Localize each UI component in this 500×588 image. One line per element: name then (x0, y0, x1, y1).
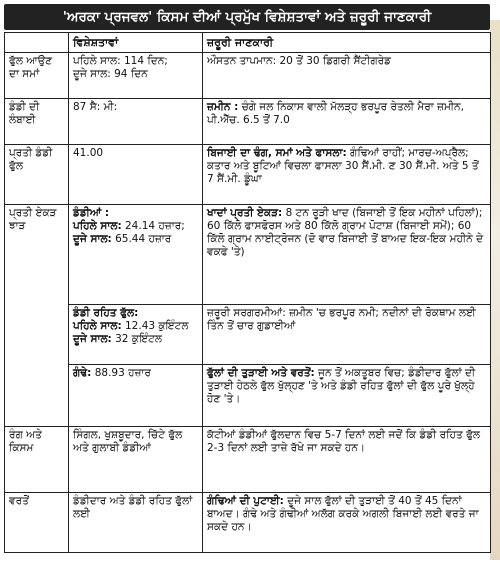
row-spec (69, 305, 203, 365)
spec-label: ਗੰਢੇ: (73, 367, 92, 379)
spec-line: ਦੂਜੇ ਸਾਲ: 94 ਦਿਨ (73, 68, 148, 80)
row-spec: 41.00 (69, 145, 203, 205)
spec-label: ਦੂਜੇ ਸਾਲ: (73, 333, 112, 345)
page-edge-decoration (490, 20, 500, 560)
spec-value: 32 ਕੁਇੰਟਲ (115, 333, 162, 345)
info-label: ਖਾਦਾਂ ਪ੍ਰਤੀ ਏਕੜ: (207, 207, 283, 219)
row-info (203, 493, 491, 553)
header-features: ਵਿਸ਼ੇਸ਼ਤਾਵਾਂ (69, 33, 203, 53)
spec-heading: ਡੰਡੀਆਂ : (73, 207, 110, 219)
row-label: ਵਰਤੋਂ (5, 493, 69, 553)
table-row (5, 53, 491, 99)
row-label: ਪ੍ਰਤੀ ਡੰਡੀ ਫੁੱਲ (5, 145, 69, 205)
info-text: ਦੂਜੇ ਸਾਲ ਫੁੱਲਾਂ ਦੀ ਤੁੜਾਈ ਤੋਂ 40 ਤੋਂ 45 ਦਿਨਾਂ ਬਾਅਦ। ਗੰਢੇ ਅਤੇ ਗੰਢੀਆਂ ਅਲੱਗ ਕਰਕੇ ਅਗਲੀ ਬਿਜਾਈ ਲਈ ਵਰਤੇ ਜਾ ਸਕਦੇ ਹਨ। (207, 495, 479, 533)
row-info (203, 365, 491, 427)
row-info: ਔਸਤਨ ਤਾਪਮਾਨ: 20 ਤੋਂ 30 ਡਿਗਰੀ ਸੈਂਟੀਗਰੇਡ (203, 53, 491, 99)
info-text: ਗੰਢਿਆਂ ਰਾਹੀਂ; ਮਾਰਚ-ਅਪ੍ਰੈਲ; ਕਤਾਰ ਅਤੇ ਬੂਟਿਆਂ ਵਿਚਲਾ ਫਾਸਲਾ 30 ਸੈਂ.ਮੀ. ਣ 30 ਸੈਂ.ਮੀ. ਅਤੇ 5 ਤੋਂ 7 ਸੈਂ.ਮੀ. ਡੂੰਘਾ (207, 147, 479, 185)
spec-value: 12.43 ਕੁਇੰਟਲ (125, 320, 189, 332)
row-info (203, 205, 491, 305)
row-spec: 87 ਸੈ: ਮੀ: (69, 99, 203, 145)
spec-label: ਪਹਿਲੇ ਸਾਲ: (73, 220, 122, 232)
spec-label: ਦੂਜੇ ਸਾਲ: (73, 233, 112, 245)
table-row (5, 305, 491, 365)
row-label: ਰੰਗ ਅਤੇ ਕਿਸਮ (5, 427, 69, 493)
info-label: ਫੁੱਲਾਂ ਦੀ ਤੁੜਾਈ ਅਤੇ ਵਰਤੋਂ: (207, 367, 315, 379)
table-row (5, 493, 491, 553)
row-info: ਕੱਟੀਆਂ ਡੰਡੀਆਂ ਫੁੱਲਦਾਨ ਵਿਚ 5-7 ਦਿਨਾਂ ਲਈ ਜਦੋਂ ਕਿ ਡੰਡੀ ਰਹਿਤ ਫੁੱਲ 2-3 ਦਿਨਾਂ ਲਈ ਤਾਜ਼ੇ ਰੱਖੇ ਜਾ ਸਕਦੇ ਹਨ। (203, 427, 491, 493)
row-spec (69, 53, 203, 99)
table-row (5, 365, 491, 427)
table-row (5, 205, 491, 305)
spec-value: 65.44 ਹਜ਼ਾਰ (115, 233, 172, 245)
row-spec (69, 205, 203, 305)
row-label: ਡੰਡੀ ਦੀ ਲੰਬਾਈ (5, 99, 69, 145)
spec-line: ਪਹਿਲੇ ਸਾਲ: 114 ਦਿਨ; (73, 55, 168, 67)
spec-heading: ਡੰਡੀ ਰਹਿਤ ਫੁੱਲ: (73, 307, 139, 319)
row-spec: ਡੰਡੀਦਾਰ ਅਤੇ ਡੰਡੀ ਰਹਿਤ ਫੁੱਲਾਂ ਲਈ (69, 493, 203, 553)
row-info: ਜ਼ਰੂਰੀ ਸਰਗਰਮੀਆਂ: ਜ਼ਮੀਨ 'ਚ ਭਰਪੂਰ ਨਮੀ; ਨਦੀਨਾਂ ਦੀ ਰੋਕਥਾਮ ਲਈ ਤਿੰਨ ਤੋਂ ਚਾਰ ਗੁਡਾਈਆਂ (203, 305, 491, 365)
table-header-row (5, 33, 491, 53)
spec-value: 24.14 ਹਜ਼ਾਰ; (125, 220, 185, 232)
table-row (5, 427, 491, 493)
info-text: ਜੂਨ ਤੋਂ ਅਕਤੂਬਰ ਵਿਚ; ਡੰਡੀਦਾਰ ਫੁੱਲਾਂ ਦੀ ਤੁੜਾਈ ਹੇਠਲੇ ਫੁੱਲ ਖੁੱਲ੍ਹਣ 'ਤੇ ਅਤੇ ਡੰਡੀ ਰਹਿਤ ਫੁੱਲਾਂ ਦੀ ਫੁੱਲ ਪੂਰੇ ਖੁੱਲ੍ਹੇ ਹੋਣ 'ਤੇ। (207, 367, 476, 405)
page-title: 'ਅਰਕਾ ਪ੍ਰਜਵਲ' ਕਿਸਮ ਦੀਆਂ ਪ੍ਰਮੁੱਖ ਵਿਸ਼ੇਸ਼ਤਾਵਾਂ ਅਤੇ ਜ਼ਰੂਰੀ ਜਾਣਕਾਰੀ (4, 4, 490, 30)
row-label: ਫੁੱਲ ਆਉਣ ਦਾ ਸਮਾਂ (5, 53, 69, 99)
header-information: ਜ਼ਰੂਰੀ ਜਾਣਕਾਰੀ (203, 33, 491, 53)
info-text: ਚੰਗੇ ਜਲ ਨਿਕਾਸ ਵਾਲੀ ਮੱਲੜ੍ਹ ਭਰਪੂਰ ਰੇਤਲੀ ਮੈਰਾ ਜ਼ਮੀਨ, ਪੀ.ਐੱਚ. 6.5 ਤੋਂ 7.0 (207, 101, 464, 126)
header-empty (5, 33, 69, 53)
row-info (203, 145, 491, 205)
table-row (5, 99, 491, 145)
spec-label: ਪਹਿਲੇ ਸਾਲ: (73, 320, 122, 332)
row-spec: ਸਿੰਗਲ, ਖੁਸ਼ਬੂਦਾਰ, ਚਿੱਟੇ ਫੁੱਲ ਅਤੇ ਗੁਲਾਬੀ ਡੰਡੀਆਂ (69, 427, 203, 493)
spec-value: 88.93 ਹਜ਼ਾਰ (94, 367, 151, 379)
row-spec (69, 365, 203, 427)
info-table (4, 32, 491, 553)
row-label: ਪ੍ਰਤੀ ਏਕੜ ਝਾੜ (5, 205, 69, 427)
table-row (5, 145, 491, 205)
row-info (203, 99, 491, 145)
info-text: 8 ਟਨ ਰੂੜੀ ਖਾਦ (ਬਿਜਾਈ ਤੋਂ ਇਕ ਮਹੀਨਾਂ ਪਹਿਲਾਂ); 60 ਕਿੱਲੋ ਫਾਸਫੋਰਸ ਅਤੇ 80 ਕਿੱਲੋ ਗ੍ਰਾਮ ਪੋਟਾਸ਼ (ਬਿਜਾਈ ਸਮੇਂ); 60 ਕਿੱਲੋ ਗ੍ਰਾਮ ਨਾਈਟ੍ਰੋਜਨ (ਦੋ ਵਾਰ ਬਿਜਾਈ ਤੋਂ ਬਾਅਦ ਇਕ-ਇਕ ਮਹੀਨੇ ਦੇ ਵਕਫੇ 'ਤੇ) (207, 207, 484, 258)
info-label: ਗੰਢਿਆਂ ਦੀ ਪੁਟਾਈ: (207, 495, 284, 507)
info-label: ਬਿਜਾਈ ਦਾ ਢੰਗ, ਸਮਾਂ ਅਤੇ ਫਾਸਲਾ: (207, 147, 347, 159)
info-label: ਜ਼ਮੀਨ : (207, 101, 239, 113)
